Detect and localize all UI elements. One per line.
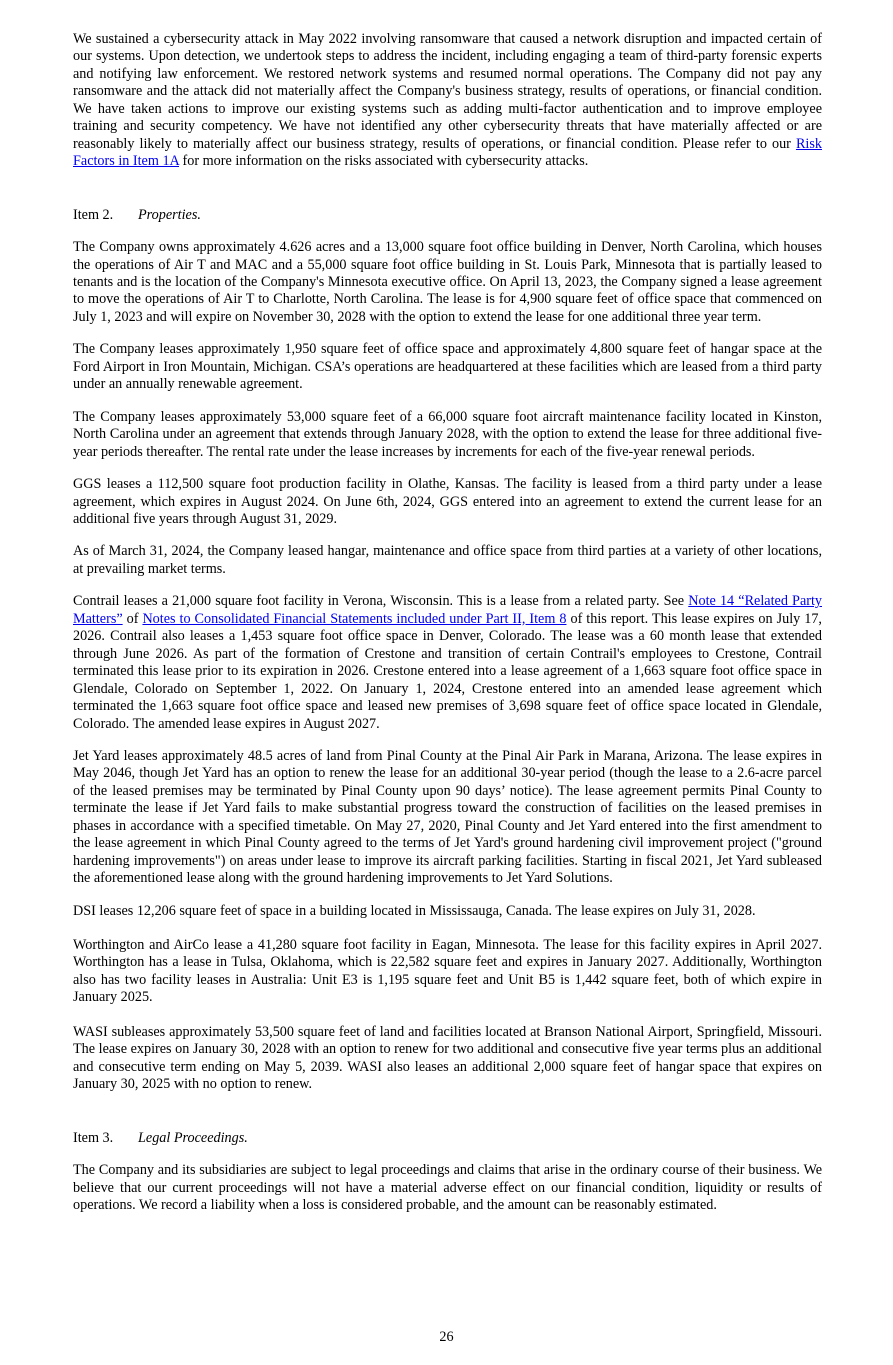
contrail-paragraph: [73, 593, 822, 733]
paragraph: As of March 31, 2024, the Company leased hangar, maintenance and office space from third parties at a variety of other locations, at prevailing market terms.: [73, 543, 822, 577]
text: of this report. This lease expires on July 17, 2026. Contrail also leases a 1,453 square foot office space in Denver, Colorado. The lease was a 60 month lease that extended through June 2026. As part of the formation of Crestone and transition of certain Contrail's employees to Crestone, Contrail terminated this lease prior to its expiration in 2026. Crestone entered into a lease agreement of a 1,663 square foot office space in Glendale, Colorado on September 1, 2022. On January 1, 2024, Crestone entered into an amended lease agreement which terminated the 1,663 square foot office space and leased new premises of 3,698 square feet of office space located in Glendale, Colorado. The amended lease expires in August 2027.: [73, 610, 822, 732]
paragraph: The Company leases approximately 53,000 square feet of a 66,000 square foot aircraft maintenance facility located in Kinston, North Carolina under an agreement that extends through January 2028, with the option to extend the lease for three additional five-year periods thereafter. The rental rate under the lease increases by increments for each of the five-year renewal periods.: [73, 408, 822, 460]
item-title: Legal Proceedings.: [138, 1129, 248, 1146]
text: for more information on the risks associated with cybersecurity attacks.: [179, 153, 589, 170]
paragraph: Worthington and AirCo lease a 41,280 square foot facility in Eagan, Minnesota. The lease for this facility expires in April 2027. Worthington has a lease in Tulsa, Oklahoma, which is 22,582 square feet and expires in January 2027. Additionally, Worthington also has two facility leases in Australia: Unit E3 is 1,195 square feet and Unit B5 is 1,442 square feet, both of which expire in January 2025.: [73, 937, 822, 1006]
item-number: Item 3.: [73, 1129, 114, 1146]
document-page: [73, 31, 822, 1229]
risk-factors-link[interactable]: Risk Factors in Item 1A: [73, 135, 822, 170]
item-2-heading: [73, 207, 822, 224]
paragraph: WASI subleases approximately 53,500 square feet of land and facilities located at Branson National Airport, Springfield, Missouri. The lease expires on January 30, 2028 with an option to renew for two additional and consecutive five year terms plus an additional and consecutive term ending on May 5, 2039. WASI also leases an additional 2,000 square feet of hangar space that expires on January 30, 2025 with no option to renew.: [73, 1023, 822, 1093]
paragraph: The Company leases approximately 1,950 square feet of office space and approximately 4,800 square feet of hangar space at the Ford Airport in Iron Mountain, Michigan. CSA’s operations are headquartered at these facilities which are leased from a third party under an annually renewable agreement.: [73, 341, 822, 393]
text: of: [122, 610, 143, 627]
cybersecurity-paragraph: [73, 31, 822, 171]
legal-paragraph: The Company and its subsidiaries are subject to legal proceedings and claims that arise in the ordinary course of their business. We believe that our current proceedings will not have a material adverse effect on our financial condition, liquidity or results of operations. We record a liability when a loss is considered probable, and the amount can be reasonably estimated.: [73, 1162, 822, 1214]
text: We sustained a cybersecurity attack in May 2022 involving ransomware that caused a network disruption and impacted certain of our systems. Upon detection, we undertook steps to address the incident, including engaging a team of third-party forensic experts and notifying law enforcement. We restored network systems and resumed normal operations. The Company did not pay any ransomware and the attack did not materially affect the Company's business strategy, results of operations, or financial condition. We have taken actions to improve our existing systems such as adding multi-factor authentication and to improve employee training and security competency. We have not identified any other cybersecurity threats that have materially affected or are reasonably likely to materially affect our business strategy, results of operations, or financial condition. Please refer to our: [73, 31, 822, 152]
paragraph: DSI leases 12,206 square feet of space in a building located in Mississauga, Canada. The lease expires on July 31, 2028.: [73, 902, 756, 919]
notes-financial-statements-link[interactable]: Notes to Consolidated Financial Statements included under Part II, Item 8: [142, 610, 567, 627]
text: Contrail leases a 21,000 square foot facility in Verona, Wisconsin. This is a lease from a related party. See: [73, 593, 689, 610]
item-3-heading: [73, 1130, 822, 1147]
item-title: Properties.: [138, 206, 201, 223]
paragraph: Jet Yard leases approximately 48.5 acres of land from Pinal County at the Pinal Air Park in Marana, Arizona. The lease expires in May 2046, though Jet Yard has an option to renew the lease for an additional 30-year period (though the lease to a 2.6-acre parcel of the leased premises may be terminated by Pinal County upon 90 days’ notice). The lease agreement permits Pinal County to terminate the lease if Jet Yard fails to make substantial progress toward the construction of facilities on the leased premises in phases in accordance with a specified timetable. On May 27, 2020, Pinal County and Jet Yard entered into the first amendment to the lease agreement in which Pinal County agreed to the terms of Jet Yard's ground hardening civil improvement project ("ground hardening improvements") on areas under lease to improve its aircraft parking facilities. Starting in fiscal 2021, Jet Yard subleased the aforementioned lease along with the ground hardening improvements to Jet Yard Solutions.: [73, 747, 822, 887]
note-14-link[interactable]: Note 14 “Related Party Matters”: [73, 593, 822, 627]
paragraph: GGS leases a 112,500 square foot production facility in Olathe, Kansas. The facility is leased from a third party under a lease agreement, which expires in August 2024. On June 6th, 2024, GGS entered into an agreement to extend the current lease for an additional five years through August 31, 2029.: [73, 476, 822, 527]
page-number: 26: [439, 1329, 454, 1345]
item-number: Item 2.: [73, 206, 114, 223]
paragraph: The Company owns approximately 4.626 acres and a 13,000 square foot office building in Denver, North Carolina, which houses the operations of Air T and MAC and a 55,000 square foot office building in St. Louis Park, Minnesota that is partially leased to tenants and is the location of the Company's Minnesota executive office. On April 13, 2023, the Company signed a lease agreement to move the operations of Air T to Charlotte, North Carolina. The lease is for 4,900 square feet of office space that commenced on July 1, 2023 and will expire on November 30, 2028 with the option to extend the lease for one additional three year term.: [73, 239, 822, 325]
